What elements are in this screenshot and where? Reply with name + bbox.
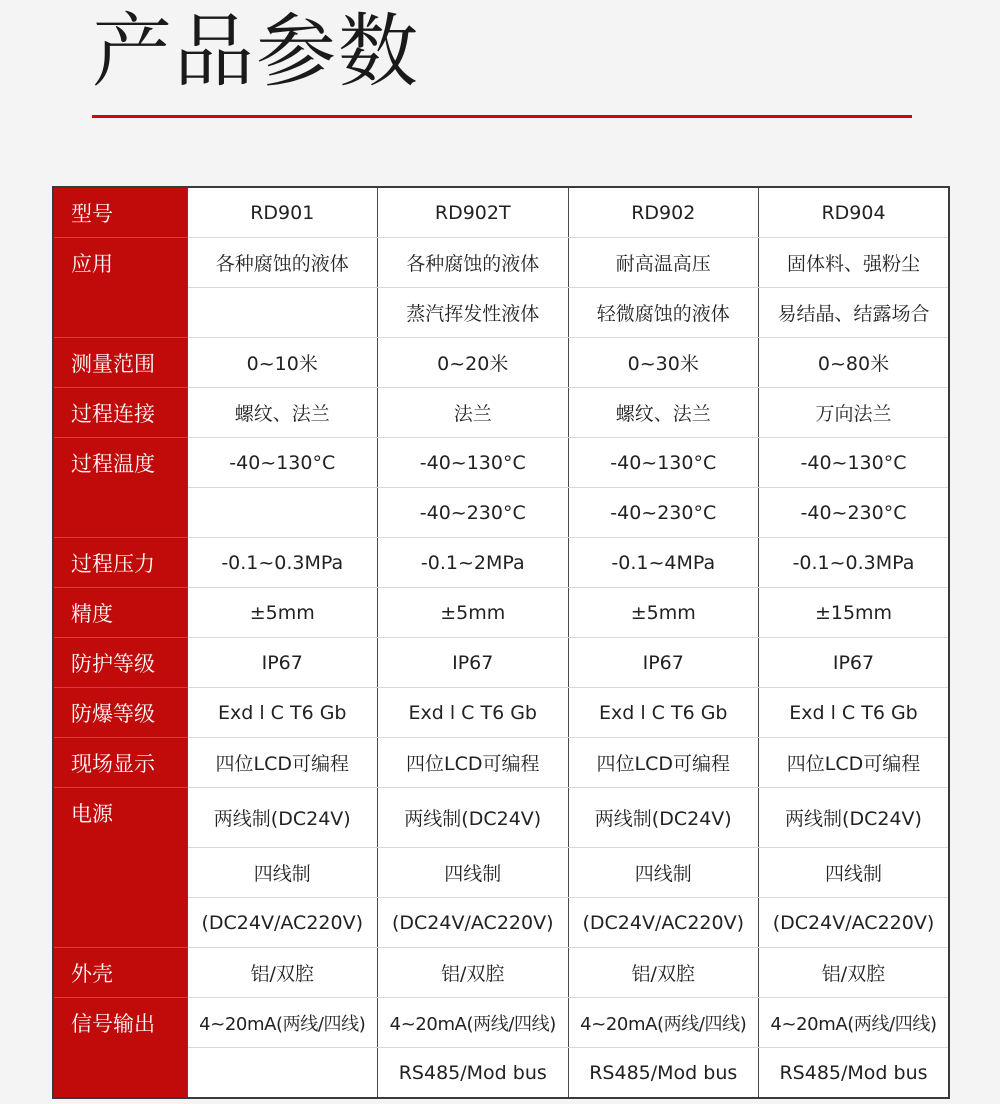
cell-rd901: 四线制	[187, 848, 378, 898]
cell-rd901	[187, 288, 378, 338]
cell-rd902t: 各种腐蚀的液体	[378, 238, 569, 288]
row-application-cont	[53, 288, 949, 338]
cell-rd901: 两线制(DC24V)	[187, 788, 378, 848]
cell-rd902t: 4~20mA(两线/四线)	[378, 998, 569, 1048]
row-power-cont	[53, 848, 949, 898]
cell-rd901	[187, 1048, 378, 1099]
row-label: 过程连接	[53, 388, 187, 438]
cell-rd902: IP67	[568, 638, 759, 688]
cell-rd902: 铝/双腔	[568, 948, 759, 998]
cell-rd904: 4~20mA(两线/四线)	[759, 998, 950, 1048]
row-temperature-cont	[53, 488, 949, 538]
row-label: 精度	[53, 588, 187, 638]
cell-rd902: RD902	[568, 187, 759, 238]
row-label: 测量范围	[53, 338, 187, 388]
cell-rd904: RD904	[759, 187, 950, 238]
cell-rd901: IP67	[187, 638, 378, 688]
cell-rd901: RD901	[187, 187, 378, 238]
cell-rd901: 螺纹、法兰	[187, 388, 378, 438]
row-protection	[53, 638, 949, 688]
spec-table-body	[53, 187, 949, 1098]
cell-rd902: 耐高温高压	[568, 238, 759, 288]
cell-rd902t: Exd l C T6 Gb	[378, 688, 569, 738]
cell-rd902t: 蒸汽挥发性液体	[378, 288, 569, 338]
cell-rd902: (DC24V/AC220V)	[568, 898, 759, 948]
row-pressure	[53, 538, 949, 588]
cell-rd904: 四线制	[759, 848, 950, 898]
cell-rd902t: 铝/双腔	[378, 948, 569, 998]
cell-rd901	[187, 488, 378, 538]
cell-rd902t: ±5mm	[378, 588, 569, 638]
cell-rd902t: 四位LCD可编程	[378, 738, 569, 788]
row-label: 过程温度	[53, 438, 187, 488]
cell-rd904: 固体料、强粉尘	[759, 238, 950, 288]
row-label: 电源	[53, 788, 187, 848]
row-application	[53, 238, 949, 288]
row-label: 型号	[53, 187, 187, 238]
cell-rd902t: 0~20米	[378, 338, 569, 388]
cell-rd902: 四线制	[568, 848, 759, 898]
row-label: 过程压力	[53, 538, 187, 588]
cell-rd902t: (DC24V/AC220V)	[378, 898, 569, 948]
cell-rd902t: RD902T	[378, 187, 569, 238]
cell-rd901: -0.1~0.3MPa	[187, 538, 378, 588]
cell-rd904: RS485/Mod bus	[759, 1048, 950, 1099]
cell-rd901: 4~20mA(两线/四线)	[187, 998, 378, 1048]
spec-table	[52, 186, 950, 1099]
row-power-cont	[53, 898, 949, 948]
row-display	[53, 738, 949, 788]
cell-rd904: IP67	[759, 638, 950, 688]
cell-rd902: RS485/Mod bus	[568, 1048, 759, 1099]
cell-rd904: 0~80米	[759, 338, 950, 388]
cell-rd902: Exd l C T6 Gb	[568, 688, 759, 738]
row-label: 现场显示	[53, 738, 187, 788]
cell-rd902: 0~30米	[568, 338, 759, 388]
cell-rd901: 0~10米	[187, 338, 378, 388]
cell-rd902t: -0.1~2MPa	[378, 538, 569, 588]
cell-rd902t: RS485/Mod bus	[378, 1048, 569, 1099]
row-label	[53, 898, 187, 948]
row-label	[53, 488, 187, 538]
row-connection	[53, 388, 949, 438]
cell-rd904: -0.1~0.3MPa	[759, 538, 950, 588]
row-label	[53, 1048, 187, 1099]
cell-rd902t: 两线制(DC24V)	[378, 788, 569, 848]
cell-rd902: ±5mm	[568, 588, 759, 638]
page-title: 产品参数	[92, 5, 420, 98]
cell-rd902t: -40~130°C	[378, 438, 569, 488]
row-housing	[53, 948, 949, 998]
row-label: 防护等级	[53, 638, 187, 688]
row-power	[53, 788, 949, 848]
cell-rd902: 轻微腐蚀的液体	[568, 288, 759, 338]
row-model	[53, 187, 949, 238]
cell-rd901: 铝/双腔	[187, 948, 378, 998]
cell-rd902t: 法兰	[378, 388, 569, 438]
cell-rd902t: 四线制	[378, 848, 569, 898]
title-divider	[92, 115, 912, 118]
row-temperature	[53, 438, 949, 488]
row-output-cont	[53, 1048, 949, 1099]
cell-rd904: (DC24V/AC220V)	[759, 898, 950, 948]
cell-rd901: -40~130°C	[187, 438, 378, 488]
cell-rd904: 四位LCD可编程	[759, 738, 950, 788]
cell-rd902t: IP67	[378, 638, 569, 688]
cell-rd902t: -40~230°C	[378, 488, 569, 538]
cell-rd902: 两线制(DC24V)	[568, 788, 759, 848]
cell-rd901: 四位LCD可编程	[187, 738, 378, 788]
row-label: 防爆等级	[53, 688, 187, 738]
cell-rd902: 螺纹、法兰	[568, 388, 759, 438]
row-label: 应用	[53, 238, 187, 288]
row-label	[53, 848, 187, 898]
row-range	[53, 338, 949, 388]
row-output	[53, 998, 949, 1048]
cell-rd904: Exd l C T6 Gb	[759, 688, 950, 738]
cell-rd904: -40~130°C	[759, 438, 950, 488]
cell-rd901: ±5mm	[187, 588, 378, 638]
cell-rd904: 易结晶、结露场合	[759, 288, 950, 338]
row-label	[53, 288, 187, 338]
cell-rd901: 各种腐蚀的液体	[187, 238, 378, 288]
cell-rd902: -40~230°C	[568, 488, 759, 538]
cell-rd901: Exd l C T6 Gb	[187, 688, 378, 738]
cell-rd904: 两线制(DC24V)	[759, 788, 950, 848]
row-explosion-proof	[53, 688, 949, 738]
cell-rd901: (DC24V/AC220V)	[187, 898, 378, 948]
cell-rd902: -40~130°C	[568, 438, 759, 488]
row-label: 外壳	[53, 948, 187, 998]
row-label: 信号输出	[53, 998, 187, 1048]
cell-rd904: 铝/双腔	[759, 948, 950, 998]
cell-rd902: 四位LCD可编程	[568, 738, 759, 788]
cell-rd902: -0.1~4MPa	[568, 538, 759, 588]
cell-rd904: ±15mm	[759, 588, 950, 638]
row-accuracy	[53, 588, 949, 638]
cell-rd904: 万向法兰	[759, 388, 950, 438]
cell-rd904: -40~230°C	[759, 488, 950, 538]
cell-rd902: 4~20mA(两线/四线)	[568, 998, 759, 1048]
